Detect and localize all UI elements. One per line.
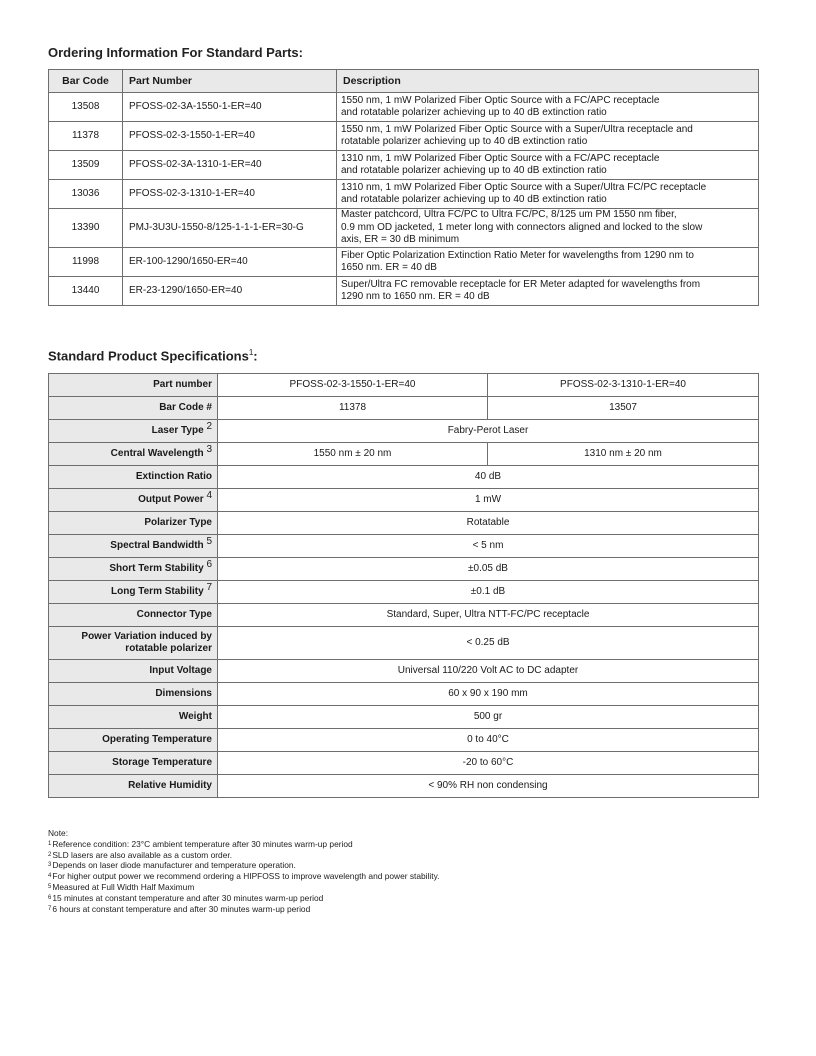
note-number: 2 <box>48 851 52 858</box>
spec-value: 60 x 90 x 190 mm <box>218 683 759 706</box>
spec-row <box>49 535 759 558</box>
spec-label-text: Input Voltage <box>149 665 212 676</box>
header-part-number: Part Number <box>123 70 337 93</box>
spec-label-text: Long Term Stability <box>111 586 204 597</box>
spec-label <box>49 443 218 466</box>
bar-code-cell: 11998 <box>49 248 123 277</box>
specifications-title-text: Standard Product Specifications <box>48 348 249 364</box>
spec-label <box>49 683 218 706</box>
spec-label <box>49 420 218 443</box>
note-item <box>48 893 440 904</box>
specifications-title-footnote: 1 <box>248 348 254 357</box>
spec-value: < 0.25 dB <box>218 627 759 660</box>
part-number-cell: PMJ-3U3U-1550-8/125-1-1-1-ER=30-G <box>123 209 337 248</box>
spec-row <box>49 420 759 443</box>
notes-list <box>48 839 440 915</box>
spec-label <box>49 706 218 729</box>
spec-row <box>49 489 759 512</box>
spec-row <box>49 512 759 535</box>
part-number-cell: PFOSS-02-3A-1310-1-ER=40 <box>123 151 337 180</box>
ordering-row <box>49 122 759 151</box>
spec-value: ±0.05 dB <box>218 558 759 581</box>
description-cell <box>337 122 759 151</box>
spec-value: -20 to 60°C <box>218 752 759 775</box>
description-cell <box>337 93 759 122</box>
bar-code-cell: 13390 <box>49 209 123 248</box>
spec-label <box>49 558 218 581</box>
note-item <box>48 904 440 915</box>
spec-value: 0 to 40°C <box>218 729 759 752</box>
spec-value: 13507 <box>488 397 759 420</box>
note-item <box>48 839 440 850</box>
spec-label <box>49 535 218 558</box>
note-text: Measured at Full Width Half Maximum <box>52 881 195 892</box>
spec-label <box>49 660 218 683</box>
description-cell <box>337 277 759 306</box>
part-number-cell: ER-100-1290/1650-ER=40 <box>123 248 337 277</box>
part-number-cell: ER-23-1290/1650-ER=40 <box>123 277 337 306</box>
specifications-table <box>48 373 759 798</box>
note-number: 3 <box>48 862 52 869</box>
spec-footnote-ref: 7 <box>206 582 212 593</box>
description-line: 0.9 mm OD jacketed, 1 meter long with connectors aligned and locked to the slow <box>341 221 703 233</box>
part-number-cell: PFOSS-02-3-1550-1-ER=40 <box>123 122 337 151</box>
spec-value: PFOSS-02-3-1550-1-ER=40 <box>218 374 488 397</box>
ordering-row <box>49 180 759 209</box>
spec-label-text: Extinction Ratio <box>135 471 212 482</box>
description-line: Fiber Optic Polarization Extinction Ratio Meter for wavelengths from 1290 nm to <box>341 249 694 261</box>
spec-label <box>49 775 218 798</box>
spec-row <box>49 581 759 604</box>
spec-value: Fabry-Perot Laser <box>218 420 759 443</box>
spec-value: 11378 <box>218 397 488 420</box>
spec-value: PFOSS-02-3-1310-1-ER=40 <box>488 374 759 397</box>
note-item <box>48 850 440 861</box>
description-cell <box>337 151 759 180</box>
ordering-row <box>49 151 759 180</box>
header-bar-code: Bar Code <box>49 70 123 93</box>
ordering-info-title: Ordering Information For Standard Parts: <box>48 45 303 60</box>
specifications-title-colon: : <box>253 348 258 364</box>
notes-section <box>48 828 440 914</box>
spec-row <box>49 775 759 798</box>
bar-code-cell: 13508 <box>49 93 123 122</box>
spec-label <box>49 374 218 397</box>
spec-label <box>49 489 218 512</box>
bar-code-cell: 13036 <box>49 180 123 209</box>
spec-footnote-ref: 6 <box>206 559 212 570</box>
spec-row <box>49 604 759 627</box>
spec-row <box>49 466 759 489</box>
spec-row <box>49 443 759 466</box>
spec-row <box>49 706 759 729</box>
ordering-table <box>48 69 759 306</box>
spec-row <box>49 397 759 420</box>
note-number: 6 <box>48 894 52 901</box>
spec-value: 1310 nm ± 20 nm <box>488 443 759 466</box>
spec-label-text: Spectral Bandwidth <box>110 540 204 551</box>
description-cell <box>337 209 759 248</box>
spec-label <box>49 752 218 775</box>
spec-row <box>49 752 759 775</box>
spec-label <box>49 397 218 420</box>
description-line: axis, ER = 30 dB minimum <box>341 234 460 246</box>
spec-row <box>49 627 759 660</box>
spec-label-text: Polarizer Type <box>144 517 212 528</box>
description-line: and rotatable polarizer achieving up to 40 dB extinction ratio <box>341 107 607 118</box>
description-line: and rotatable polarizer achieving up to 40 dB extinction ratio <box>341 165 607 176</box>
ordering-table-header <box>49 70 759 93</box>
description-cell <box>337 248 759 277</box>
note-text: 15 minutes at constant temperature and after 30 minutes warm-up period <box>52 892 324 903</box>
part-number-cell: PFOSS-02-3-1310-1-ER=40 <box>123 180 337 209</box>
ordering-row <box>49 248 759 277</box>
description-line: 1310 nm, 1 mW Polarized Fiber Optic Source with a FC/APC receptacle <box>341 152 660 164</box>
note-item <box>48 871 440 882</box>
spec-value: 500 gr <box>218 706 759 729</box>
spec-value: 40 dB <box>218 466 759 489</box>
spec-label <box>49 604 218 627</box>
spec-row <box>49 558 759 581</box>
ordering-row <box>49 209 759 248</box>
spec-label-text: Power Variation induced by rotatable polarizer <box>81 631 212 654</box>
description-line: and rotatable polarizer achieving up to 40 dB extinction ratio <box>341 194 607 205</box>
spec-value: < 90% RH non condensing <box>218 775 759 798</box>
description-line: rotatable polarizer achieving up to 40 dB extinction ratio <box>341 136 588 147</box>
spec-footnote-ref: 5 <box>206 536 212 547</box>
description-line: Super/Ultra FC removable receptacle for ER Meter adapted for wavelengths from <box>341 278 701 290</box>
spec-row <box>49 660 759 683</box>
spec-value: 1 mW <box>218 489 759 512</box>
spec-label-text: Operating Temperature <box>102 734 212 745</box>
spec-value: 1550 nm ± 20 nm <box>218 443 488 466</box>
bar-code-cell: 13440 <box>49 277 123 306</box>
note-text: Depends on laser diode manufacturer and temperature operation. <box>52 860 296 871</box>
note-item <box>48 860 440 871</box>
spec-label <box>49 627 218 660</box>
spec-footnote-ref: 3 <box>206 444 212 455</box>
spec-label-text: Short Term Stability <box>109 563 204 574</box>
note-text: Reference condition: 23°C ambient temperature after 30 minutes warm-up period <box>52 838 353 849</box>
part-number-cell: PFOSS-02-3A-1550-1-ER=40 <box>123 93 337 122</box>
description-line: Master patchcord, Ultra FC/PC to Ultra FC/PC, 8/125 um PM 1550 nm fiber, <box>341 209 677 221</box>
note-number: 1 <box>48 840 52 847</box>
ordering-row <box>49 93 759 122</box>
spec-label <box>49 729 218 752</box>
spec-label-text: Relative Humidity <box>128 780 212 791</box>
spec-label <box>49 466 218 489</box>
note-text: For higher output power we recommend ordering a HIPFOSS to improve wavelength and power stability. <box>52 871 440 882</box>
notes-heading: Note: <box>48 828 69 838</box>
description-line: 1550 nm, 1 mW Polarized Fiber Optic Source with a Super/Ultra receptacle and <box>341 123 693 135</box>
spec-value: Standard, Super, Ultra NTT-FC/PC receptacle <box>218 604 759 627</box>
spec-label-text: Weight <box>178 711 212 722</box>
note-text: SLD lasers are also available as a custom order. <box>52 849 233 860</box>
bar-code-cell: 11378 <box>49 122 123 151</box>
bar-code-cell: 13509 <box>49 151 123 180</box>
spec-label-text: Connector Type <box>136 609 212 620</box>
spec-value: Universal 110/220 Volt AC to DC adapter <box>218 660 759 683</box>
header-description: Description <box>337 70 759 93</box>
spec-row <box>49 729 759 752</box>
spec-label-text: Dimensions <box>155 688 212 699</box>
spec-label <box>49 512 218 535</box>
note-number: 5 <box>48 883 52 890</box>
spec-label-text: Part number <box>153 379 212 390</box>
spec-value: < 5 nm <box>218 535 759 558</box>
spec-row <box>49 683 759 706</box>
spec-label-text: Laser Type <box>151 425 204 436</box>
ordering-row <box>49 277 759 306</box>
description-line: 1310 nm, 1 mW Polarized Fiber Optic Source with a Super/Ultra FC/PC receptacle <box>341 181 707 193</box>
description-line: 1650 nm. ER = 40 dB <box>341 262 437 273</box>
spec-label-text: Output Power <box>138 494 204 505</box>
spec-label-text: Bar Code # <box>159 402 212 413</box>
spec-label <box>49 581 218 604</box>
spec-footnote-ref: 2 <box>206 421 212 432</box>
specifications-title <box>48 348 258 363</box>
description-line: 1290 nm to 1650 nm. ER = 40 dB <box>341 291 490 302</box>
spec-label-text: Storage Temperature <box>112 757 212 768</box>
note-number: 4 <box>48 873 52 880</box>
note-item <box>48 882 440 893</box>
spec-label-text: Central Wavelength <box>110 448 204 459</box>
spec-value: Rotatable <box>218 512 759 535</box>
spec-footnote-ref: 4 <box>206 490 212 501</box>
description-cell <box>337 180 759 209</box>
note-text: 6 hours at constant temperature and after 30 minutes warm-up period <box>52 903 311 914</box>
spec-value: ±0.1 dB <box>218 581 759 604</box>
description-line: 1550 nm, 1 mW Polarized Fiber Optic Source with a FC/APC receptacle <box>341 94 660 106</box>
note-number: 7 <box>48 905 52 912</box>
spec-row <box>49 374 759 397</box>
